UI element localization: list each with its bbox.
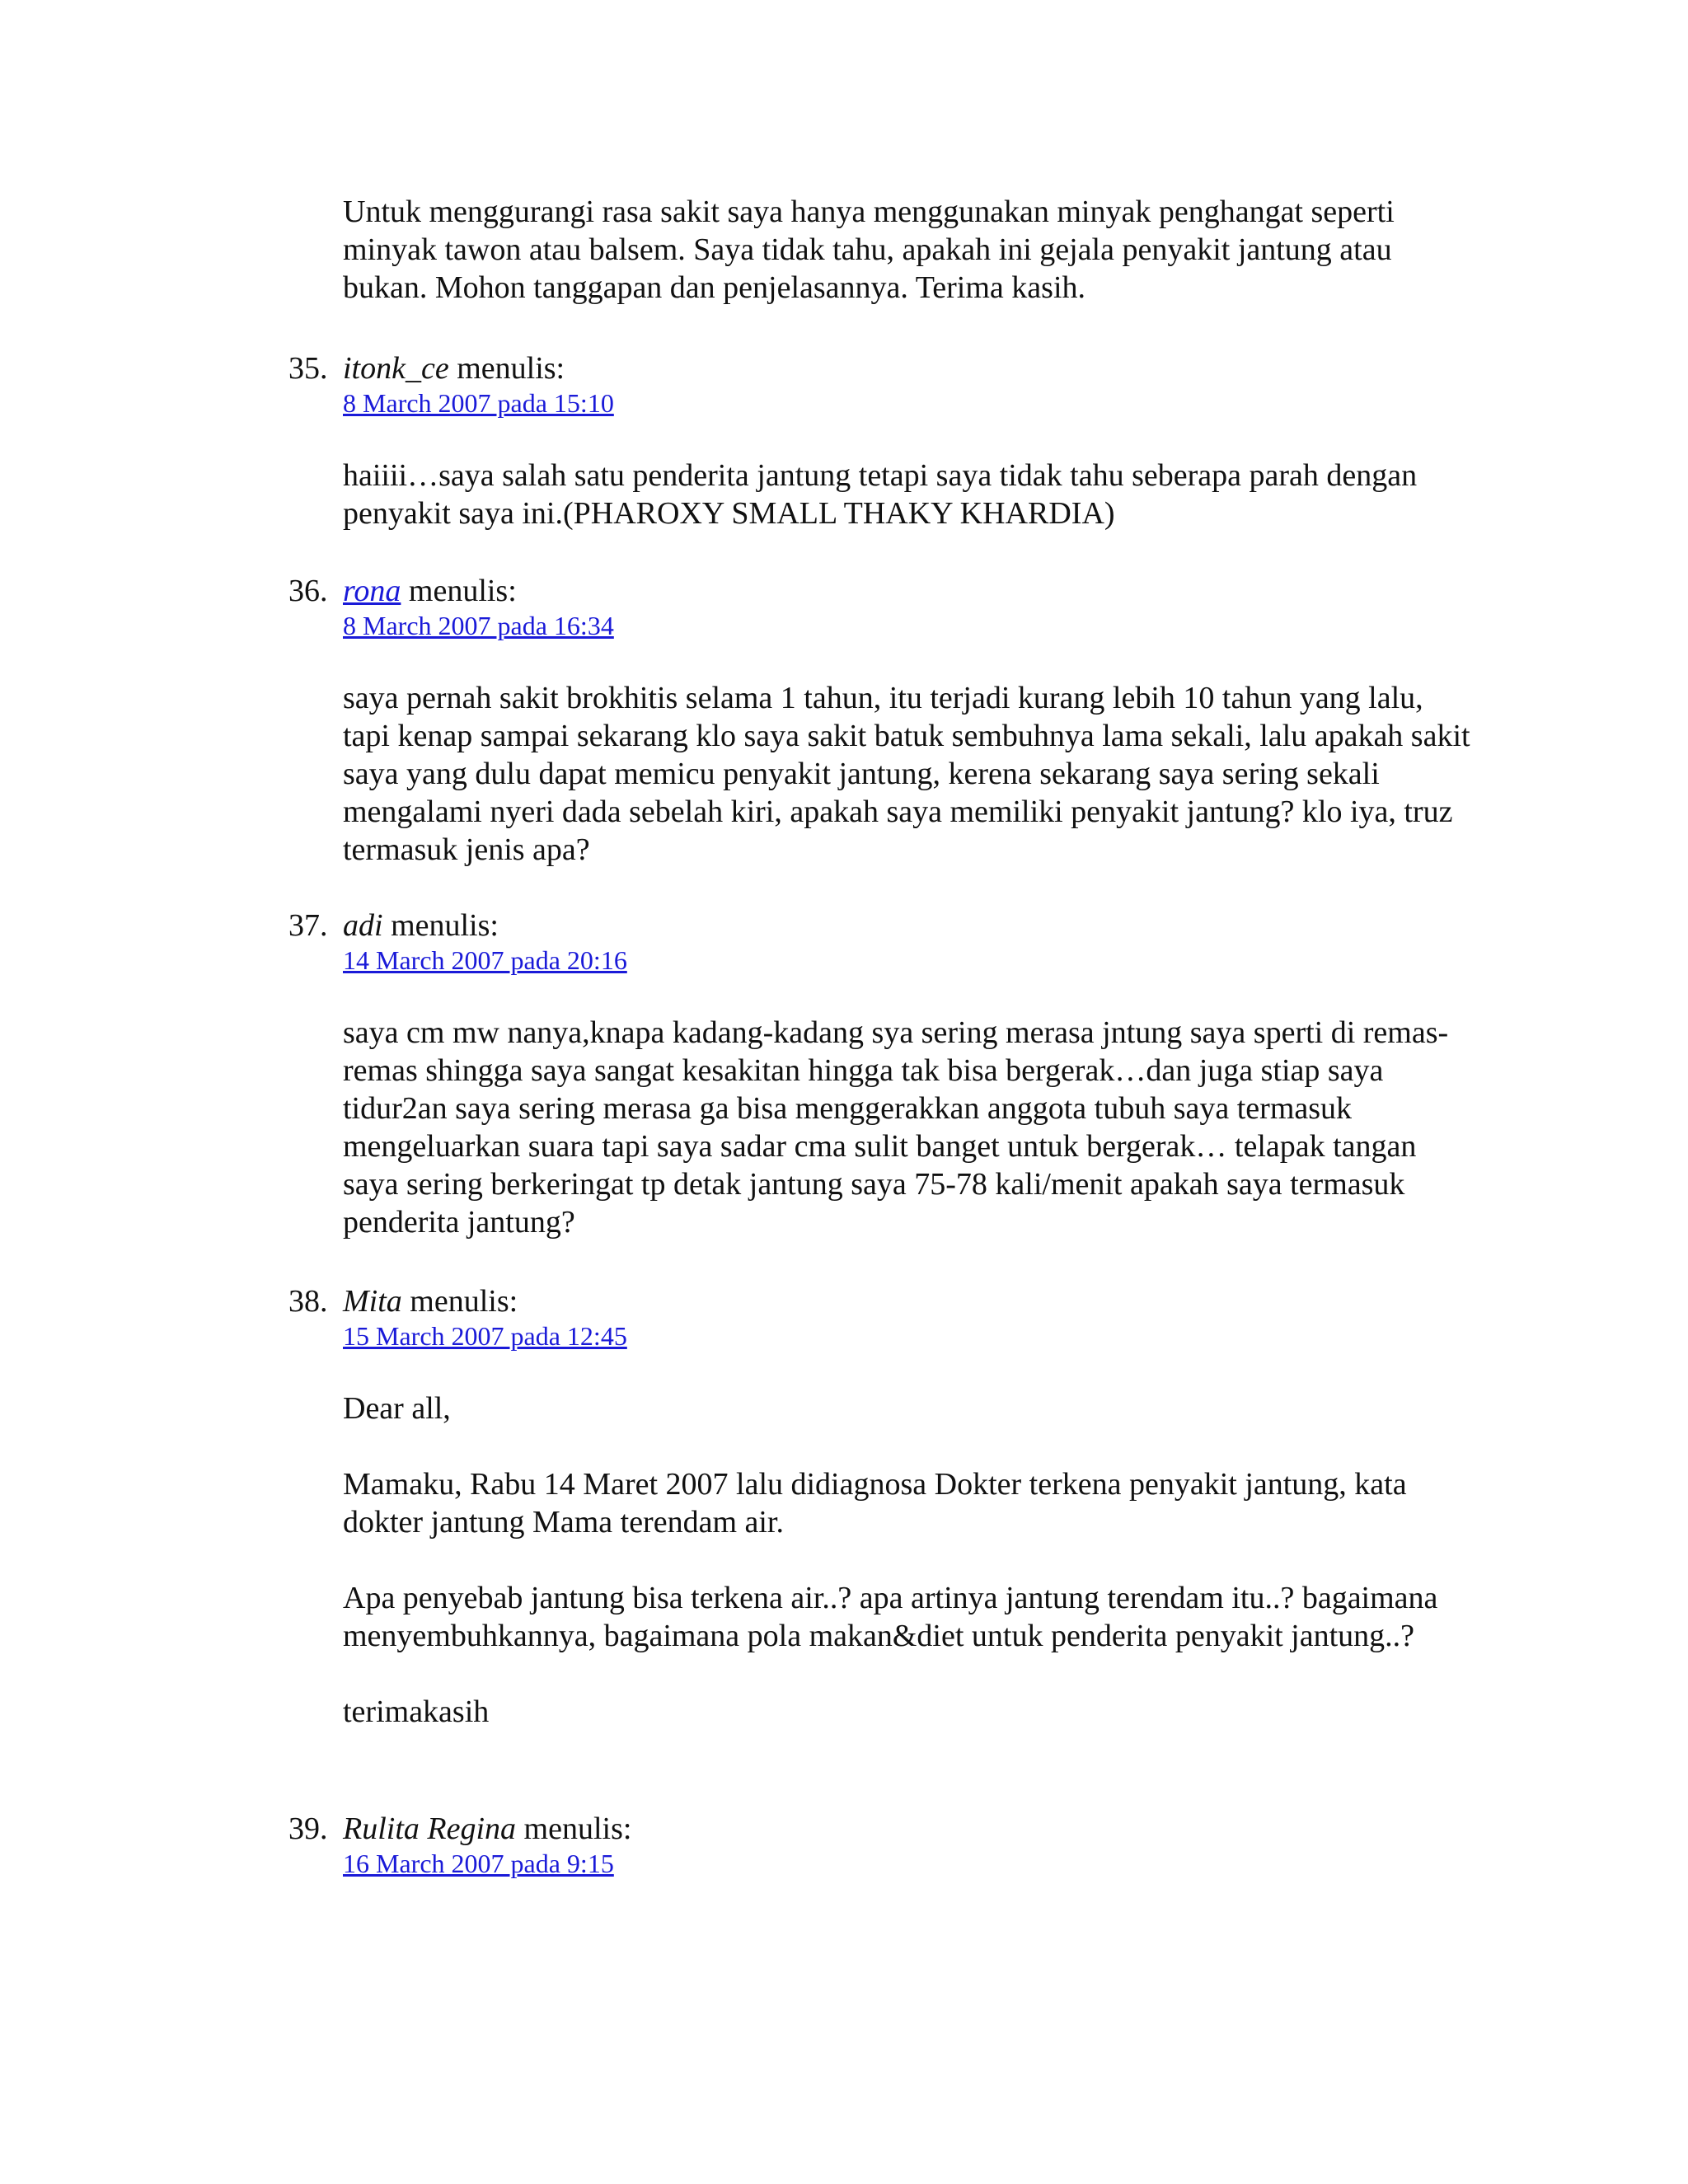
comment-39 [288, 1810, 1475, 1879]
comment-date-link[interactable]: 8 March 2007 pada 16:34 [343, 611, 614, 640]
comment-number: 39. [288, 1811, 328, 1846]
comment-paragraph: Dear all, [343, 1391, 451, 1426]
comment-paragraph: terimakasih [343, 1694, 490, 1729]
comment-header [288, 349, 1475, 387]
comment-35 [288, 349, 1475, 532]
comment-author: Mita [343, 1284, 402, 1319]
author-line [343, 1810, 631, 1848]
comment-date-link[interactable]: 15 March 2007 pada 12:45 [343, 1321, 627, 1351]
comment-number: 38. [288, 1284, 328, 1319]
comment-number: 35. [288, 351, 328, 386]
comment-header [288, 1282, 1475, 1320]
comment-body [343, 1014, 1472, 1241]
author-line [343, 907, 499, 944]
comment-date-link[interactable]: 16 March 2007 pada 9:15 [343, 1849, 614, 1878]
comment-body [343, 457, 1472, 532]
author-line [343, 349, 565, 387]
comment-number: 36. [288, 574, 328, 608]
author-line [343, 572, 517, 610]
comment-date-link[interactable]: 14 March 2007 pada 20:16 [343, 945, 627, 975]
comment-author: itonk_ce [343, 351, 449, 386]
comment-37 [288, 907, 1475, 1241]
comment-author: adi [343, 908, 383, 943]
comment-date-link[interactable]: 8 March 2007 pada 15:10 [343, 388, 614, 418]
author-line [343, 1282, 518, 1320]
comment-paragraph: Mamaku, Rabu 14 Maret 2007 lalu didiagnosa Dokter terkena penyakit jantung, kata dokter jantung Mama terendam air. [343, 1467, 1407, 1540]
comment-paragraph: haiiii…saya salah satu penderita jantung tetapi saya tidak tahu seberapa parah dengan penyakit saya ini.(PHAROXY SMALL THAKY KHARDIA) [343, 458, 1418, 531]
comment-paragraph: saya pernah sakit brokhitis selama 1 tahun, itu terjadi kurang lebih 10 tahun yang lalu, tapi kenap sampai sekarang klo saya sakit batuk sembuhnya lama sekali, lalu apakah sakit saya yang dulu dapat memicu penyakit jantung, kerena sekarang saya sering sekali mengalami nyeri dada sebelah kiri, apakah saya memiliki penyakit jantung? klo iya, truz termasuk jenis apa? [343, 681, 1470, 867]
comment-paragraph: Apa penyebab jantung bisa terkena air..? apa artinya jantung terendam itu..? bagaimana menyembuhkannya, bagaimana pola makan&diet untuk penderita penyakit jantung..? [343, 1581, 1438, 1653]
intro-paragraph: Untuk menggurangi rasa sakit saya hanya menggunakan minyak penghangat seperti minyak tawon atau balsem. Saya tidak tahu, apakah ini gejala penyakit jantung atau bukan. Mohon tanggapan dan penjelasannya. Terima kasih. [343, 194, 1395, 305]
comment-paragraph: saya cm mw nanya,knapa kadang-kadang sya sering merasa jntung saya sperti di remas-remas shingga saya sangat kesakitan hingga tak bisa bergerak…dan juga stiap saya tidur2an saya sering merasa ga bisa menggerakkan anggota tubuh saya termasuk mengeluarkan suara tapi saya sadar cma sulit banget untuk bergerak… telapak tangan saya sering berkeringat tp detak jantung saya 75-78 kali/menit apakah saya termasuk penderita jantung? [343, 1015, 1449, 1240]
comment-body [343, 679, 1472, 869]
comment-author: Rulita Regina [343, 1811, 517, 1846]
wrote-label: menulis: [448, 351, 565, 386]
wrote-label: menulis: [401, 574, 517, 608]
comment-38 [288, 1282, 1475, 1731]
comment-header [288, 1810, 1475, 1848]
wrote-label: menulis: [382, 908, 499, 943]
wrote-label: menulis: [516, 1811, 632, 1846]
wrote-label: menulis: [401, 1284, 518, 1319]
comment-header [288, 907, 1475, 944]
comment-36 [288, 572, 1475, 869]
comment-number: 37. [288, 908, 328, 943]
comment-body [343, 1390, 1472, 1731]
comment-author-link[interactable]: rona [343, 574, 401, 608]
comment-header [288, 572, 1475, 610]
